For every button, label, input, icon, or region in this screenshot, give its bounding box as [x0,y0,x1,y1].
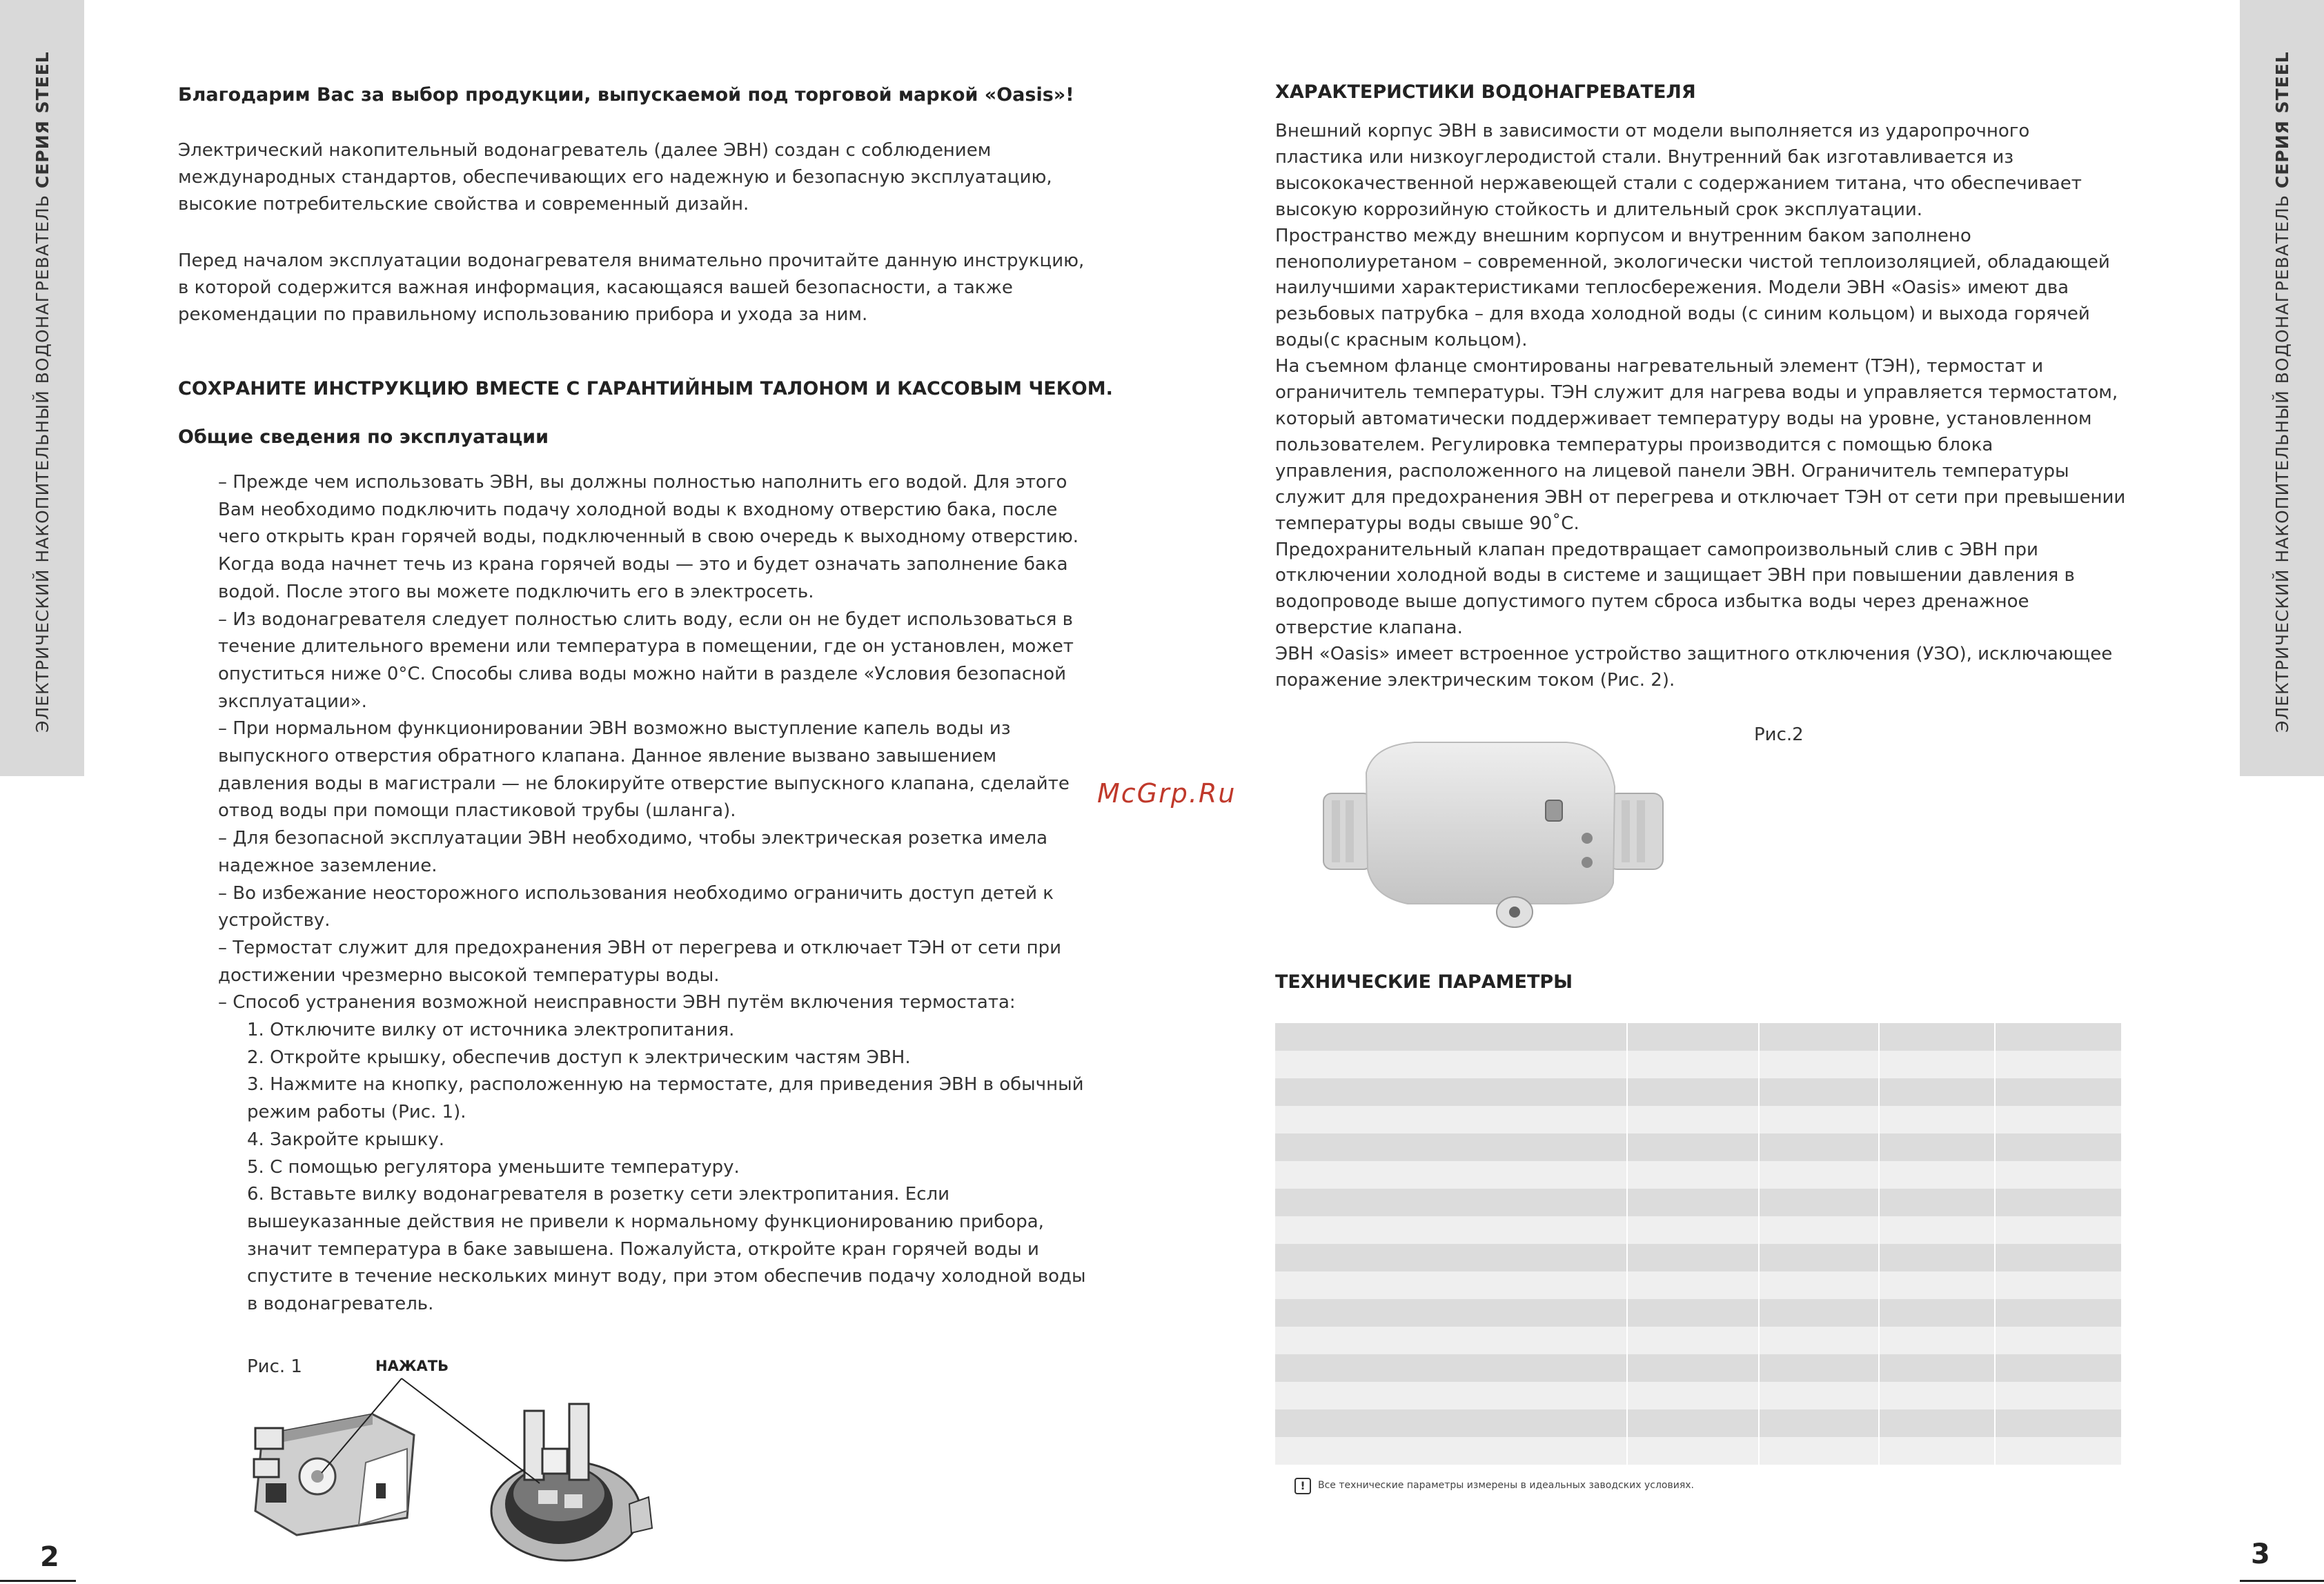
specs-line: наилучшими характеристиками теплосбережения. Модели ЭВН «Oasis» имеют два [1275,277,2069,299]
right-side-strip [2240,0,2324,1047]
step-line: 1. Отключите вилку от источника электропитания. [247,1020,735,1041]
warning-line: рекомендации по правильному использованию прибора и ухода за ним. [178,304,868,325]
list-line: надежное заземление. [218,855,437,876]
uzo-device-image [1323,742,1663,927]
page-number-right-rule [2240,1580,2324,1582]
specs-line: отключении холодной воды в системе и защищает ЭВН при повышении давления в [1275,565,2075,586]
specs-line: ограничитель температуры. ТЭН служит для нагрева воды и управляется термостатом, [1275,382,2118,404]
step-line: 4. Закройте крышку. [247,1129,444,1150]
page-number-right: 3 [2251,1538,2270,1570]
specs-line: высокую коррозийную стойкость и длительный срок эксплуатации. [1275,199,1923,220]
fig2-label: Рис.2 [1754,724,1804,745]
step-line: в водонагреватель. [247,1294,434,1315]
thermostat-figure [235,1373,662,1580]
list-line: – Способ устранения возможной неисправности ЭВН путём включения термостата: [218,992,1016,1013]
specs-line: высококачественной нержавеющей стали с содержанием титана, что обеспечивает [1275,172,2082,194]
vertical-title-regular: ЭЛЕКТРИЧЕСКИЙ НАКОПИТЕЛЬНЫЙ ВОДОНАГРЕВАТЕЛЬ [32,188,52,733]
list-line: выпускного отверстия обратного клапана. Данное явление вызвано завышением [218,746,997,767]
table-row [1275,1051,2122,1078]
list-line: эксплуатации». [218,691,367,712]
list-line: давления воды в магистрали — не блокируйте отверстие выпускного клапана, сделайте [218,773,1070,794]
general-info-heading: Общие сведения по эксплуатации [178,426,549,448]
usage-list [218,469,1086,1318]
step-line: значит температура в баке завышена. Пожалуйста, откройте кран горячей воды и [247,1238,1039,1260]
table-row [1275,1106,2122,1133]
specs-line: Предохранительный клапан предотвращает самопроизвольный слив с ЭВН при [1275,539,2038,560]
specs-line: Пространство между внешним корпусом и внутренним баком заполнено [1275,225,1971,246]
list-line: – Термостат служит для предохранения ЭВН от перегрева и отключает ТЭН от сети при [218,937,1062,958]
list-line: – Из водонагревателя следует полностью слить воду, если он не будет использоваться в [218,608,1073,630]
table-row [1275,1271,2122,1299]
step-line: 2. Откройте крышку, обеспечив доступ к электрическим частям ЭВН. [247,1047,911,1068]
warning-icon: ! [1294,1478,1311,1494]
list-line: устройству. [218,910,331,931]
warning-line: Перед началом эксплуатации водонагревателя внимательно прочитайте данную инструкцию, [178,250,1085,271]
warning-paragraph [178,248,1084,328]
specs-line: резьбовых патрубка – для входа холодной воды (с синим кольцом) и выхода горячей [1275,304,2090,325]
step-line: режим работы (Рис. 1). [247,1102,466,1123]
table-row [1275,1023,2122,1051]
specs-line: который автоматически поддерживает температуру воды на уровне, установленном [1275,408,2092,429]
specs-line: На съемном фланце смонтированы нагревательный элемент (ТЭН), термостат и [1275,356,2044,377]
specs-line: отверстие клапана. [1275,617,1463,639]
warning-line: в которой содержится важная информация, касающаяся вашей безопасности, а также [178,277,1013,298]
step-line: спустите в течение нескольких минут воду, при этом обеспечив подачу холодной воды [247,1266,1086,1287]
tech-params-heading: ТЕХНИЧЕСКИЕ ПАРАМЕТРЫ [1275,971,1573,993]
list-line: водой. После этого вы можете подключить его в электросеть. [218,581,814,602]
specs-line: Внешний корпус ЭВН в зависимости от модели выполняется из ударопрочного [1275,121,2030,141]
step-line: вышеуказанные действия не привели к нормальному функционированию прибора, [247,1211,1044,1232]
intro-line: международных стандартов, обеспечивающих его надежную и безопасную эксплуатацию, [178,167,1052,188]
tech-params-table [1275,1023,2123,1465]
list-line: течение длительного времени или температура в помещении, где он установлен, может [218,636,1074,657]
pointer-line-right [402,1378,540,1483]
list-line: достижении чрезмерно высокой температуры воды. [218,964,720,986]
step-line: 5. С помощью регулятора уменьшите температуру. [247,1156,740,1178]
right-vertical-title [2272,51,2292,733]
press-label: НАЖАТЬ [375,1358,449,1374]
table-row [1275,1409,2122,1437]
specs-line: поражение электрическим током (Рис. 2). [1275,670,1675,691]
vertical-title-bold: СЕРИЯ STEEL [2272,51,2292,189]
greeting-heading: Благодарим Вас за выбор продукции, выпускаемой под торговой маркой «Oasis»! [178,84,1074,106]
list-line: Когда вода начнет течь из крана горячей воды — это и будет означать заполнение бака [218,554,1068,575]
list-line: – Во избежание неосторожного использования необходимо ограничить доступ детей к [218,882,1054,904]
table-row [1275,1437,2122,1465]
specs-line: управления, расположенного на лицевой панели ЭВН. Ограничитель температуры [1275,460,2069,482]
specs-line: воды(с красным кольцом). [1275,330,1528,351]
table-row [1275,1354,2122,1382]
specs-heading: ХАРАКТЕРИСТИКИ ВОДОНАГРЕВАТЕЛЯ [1275,81,1696,103]
specs-line: температуры воды свыше 90˚С. [1275,513,1579,534]
left-side-strip [0,0,84,1047]
specs-line: ЭВН «Oasis» имеет встроенное устройство защитного отключения (УЗО), исключающее [1275,644,2113,665]
table-row [1275,1244,2122,1271]
watermark: McGrp.Ru [1097,778,1237,809]
step-line: 6. Вставьте вилку водонагревателя в розетку сети электропитания. Если [247,1184,949,1205]
uzo-device-figure [1318,731,1691,938]
table-row [1275,1133,2122,1161]
intro-line: высокие потребительские свойства и современный дизайн. [178,194,749,215]
table-row [1275,1216,2122,1244]
table-row [1275,1078,2122,1106]
specs-line: водопроводе выше допустимого путем сброса избытка воды через дренажное [1275,591,2029,613]
thermostat-right-image [491,1404,652,1561]
page-number-left: 2 [40,1541,59,1573]
left-vertical-title [32,51,52,733]
table-row [1275,1299,2122,1327]
thermostat-left-image [254,1414,414,1535]
measurement-note: Все технические параметры измерены в идеальных заводских условиях. [1318,1480,1694,1491]
list-line: – При нормальном функционировании ЭВН возможно выступление капель воды из [218,718,1011,740]
table-row [1275,1161,2122,1189]
fig1-label: Рис. 1 [247,1356,302,1377]
list-line: Вам необходимо подключить подачу холодной воды к входному отверстию бака, после [218,499,1058,520]
specs-paragraph [1275,119,2125,694]
list-line: чего открыть кран горячей воды, подключенный в свою очередь к выходному отверстию. [218,526,1079,548]
specs-line: пенополиуретаном – современной, экологически чистой теплоизоляцией, обладающей [1275,251,2110,273]
vertical-title-bold: СЕРИЯ STEEL [32,51,52,189]
intro-paragraph [178,137,1052,218]
vertical-title-regular: ЭЛЕКТРИЧЕСКИЙ НАКОПИТЕЛЬНЫЙ ВОДОНАГРЕВАТЕЛЬ [2272,188,2292,733]
specs-line: пользователем. Регулировка температуры производится с помощью блока [1275,434,1993,455]
table-row [1275,1327,2122,1354]
table-row [1275,1189,2122,1216]
step-line: 3. Нажмите на кнопку, расположенную на термостате, для приведения ЭВН в обычный [247,1074,1084,1096]
specs-line: служит для предохранения ЭВН от перегрева и отключает ТЭН от сети при превышении [1275,486,2126,508]
list-line: опуститься ниже 0°С. Способы слива воды можно найти в разделе «Условия безопасной [218,663,1066,684]
specs-line: пластика или низкоуглеродистой стали. Внутренний бак изготавливается из [1275,146,2014,168]
keep-instruction-heading: СОХРАНИТЕ ИНСТРУКЦИЮ ВМЕСТЕ С ГАРАНТИЙНЫМ ТАЛОНОМ И КАССОВЫМ ЧЕКОМ. [178,378,1113,399]
intro-line: Электрический накопительный водонагреватель (далее ЭВН) создан с соблюдением [178,140,992,161]
list-line: отвод воды при помощи пластиковой трубы (шланга). [218,800,736,822]
table-row [1275,1382,2122,1409]
list-line: – Для безопасной эксплуатации ЭВН необходимо, чтобы электрическая розетка имела [218,828,1048,849]
page-number-left-rule [0,1580,76,1582]
list-line: – Прежде чем использовать ЭВН, вы должны полностью наполнить его водой. Для этого [218,472,1067,493]
